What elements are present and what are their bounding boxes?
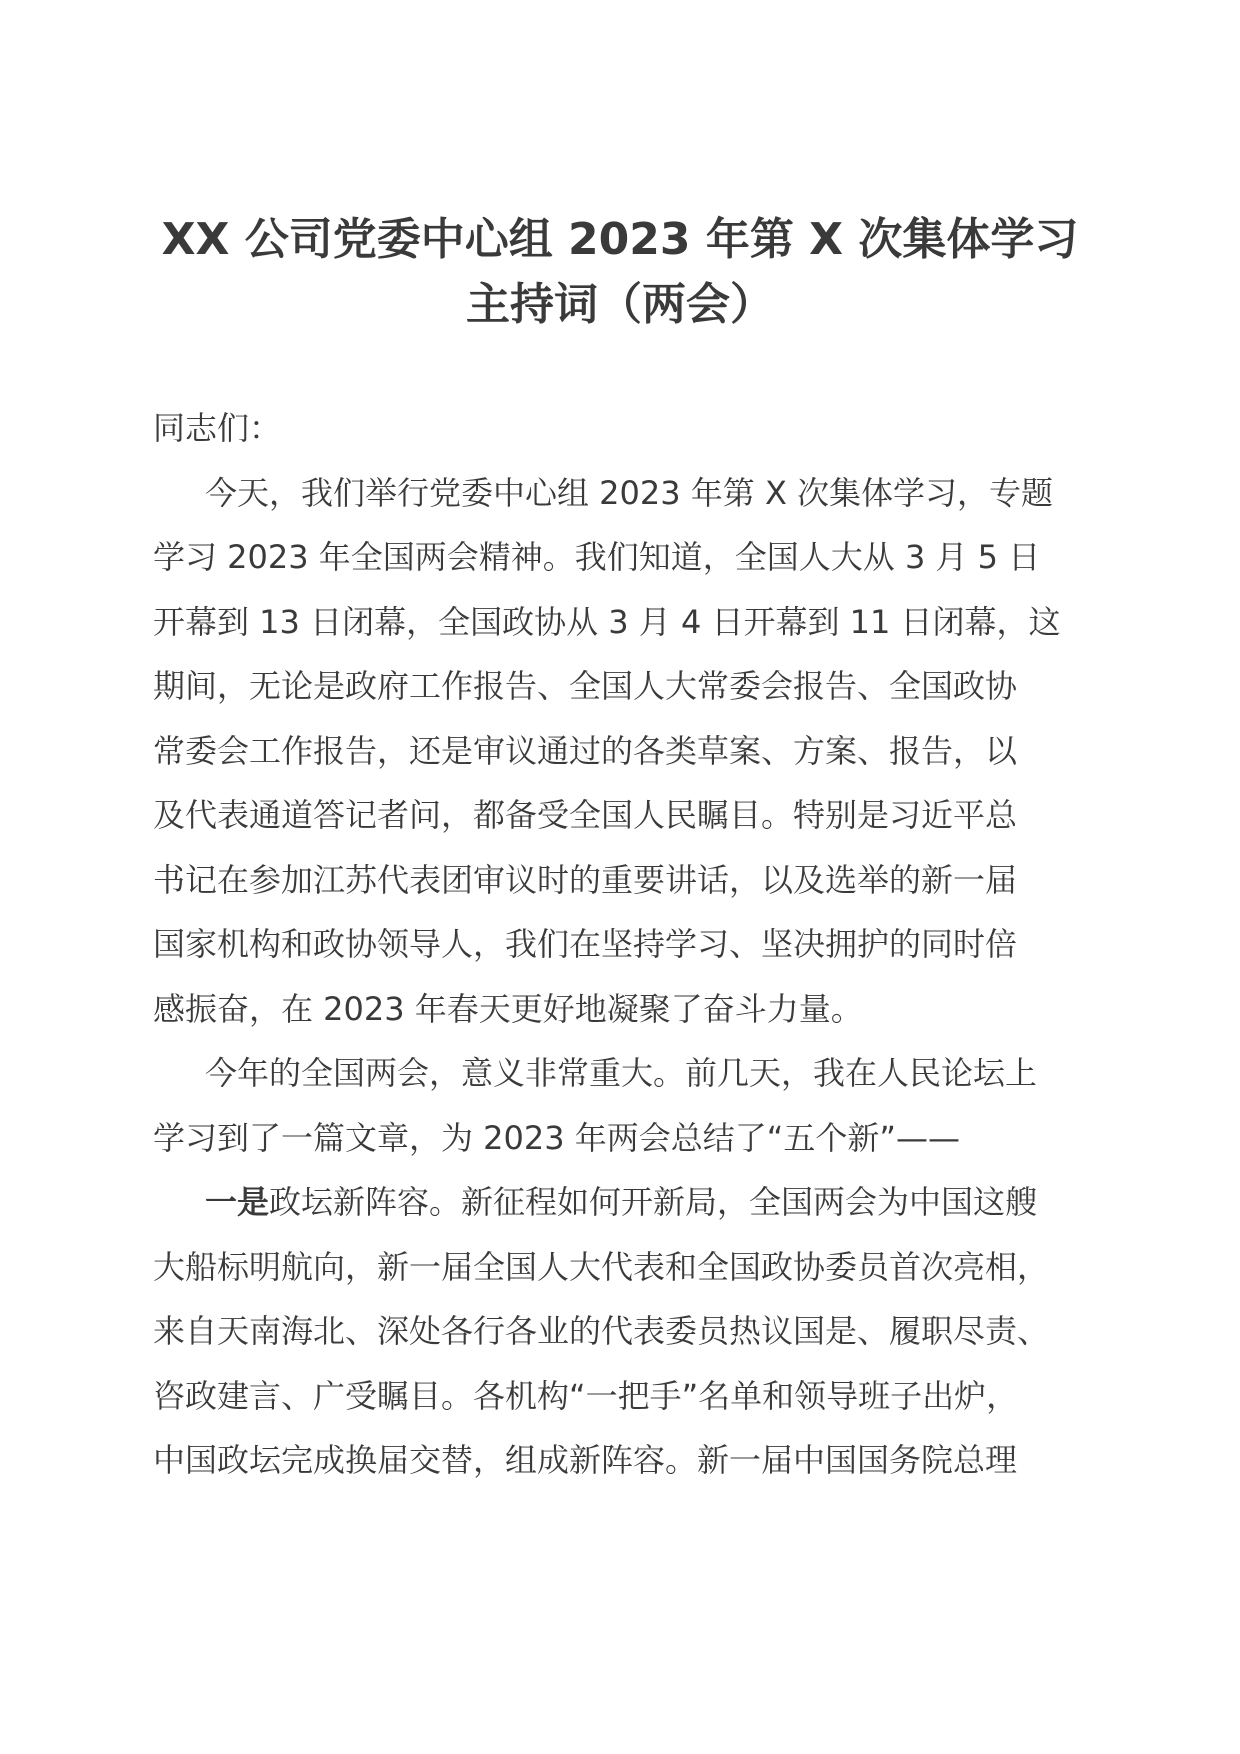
document-body — [153, 396, 1113, 1493]
paragraph-3-line: 中国政坛完成换届交替，组成新阵容。新一届中国国务院总理 — [153, 1441, 1018, 1479]
paragraph-3-line: 政坛新阵容。新征程如何开新局，全国两会为中国这艘 — [269, 1183, 1038, 1221]
paragraph-1-line: 今天，我们举行党委中心组 2023 年第 X 次集体学习，专题 — [205, 473, 1054, 512]
paragraph-1-line: 期间，无论是政府工作报告、全国人大常委会报告、全国政协 — [153, 667, 1018, 705]
paragraph-2-line: 今年的全国两会，意义非常重大。前几天，我在人民论坛上 — [205, 1054, 1038, 1092]
paragraph-3-lead: 一是 — [205, 1183, 270, 1221]
document-title-line-1: XX 公司党委中心组 2023 年第 X 次集体学习 — [161, 214, 1079, 265]
salutation: 同志们： — [153, 409, 282, 447]
paragraph-2 — [153, 1041, 1113, 1170]
paragraph-3-line: 大船标明航向，新一届全国人大代表和全国政协委员首次亮相， — [153, 1247, 1050, 1286]
paragraph-1 — [153, 461, 1113, 1042]
paragraph-3-line: 咨政建言、广受瞩目。各机构“一把手”名单和领导班子出炉， — [153, 1376, 1019, 1415]
paragraph-1-line: 及代表通道答记者问，都备受全国人民瞩目。特别是习近平总 — [153, 796, 1018, 834]
paragraph-1-line: 国家机构和政协领导人，我们在坚持学习、坚决拥护的同时倍 — [153, 925, 1018, 963]
paragraph-1-line: 书记在参加江苏代表团审议时的重要讲话，以及选举的新一届 — [153, 860, 1018, 899]
paragraph-3 — [153, 1170, 1113, 1493]
paragraph-3-line: 来自天南海北、深处各行各业的代表委员热议国是、履职尽责、 — [153, 1312, 1050, 1350]
paragraph-1-line: 常委会工作报告，还是审议通过的各类草案、方案、报告，以 — [153, 731, 1018, 770]
document-title-line-2: 主持词（两会） — [466, 279, 774, 330]
paragraph-3-first-line — [153, 1170, 1113, 1235]
paragraph-1-line: 学习 2023 年全国两会精神。我们知道，全国人大从 3 月 5 日 — [153, 538, 1041, 576]
paragraph-2-line: 学习到了一篇文章，为 2023 年两会总结了“五个新”—— — [153, 1118, 960, 1157]
paragraph-1-line: 感振奋，在 2023 年春天更好地凝聚了奋斗力量。 — [153, 989, 863, 1028]
paragraph-1-line: 开幕到 13 日闭幕，全国政协从 3 月 4 日开幕到 11 日闭幕，这 — [153, 602, 1061, 641]
